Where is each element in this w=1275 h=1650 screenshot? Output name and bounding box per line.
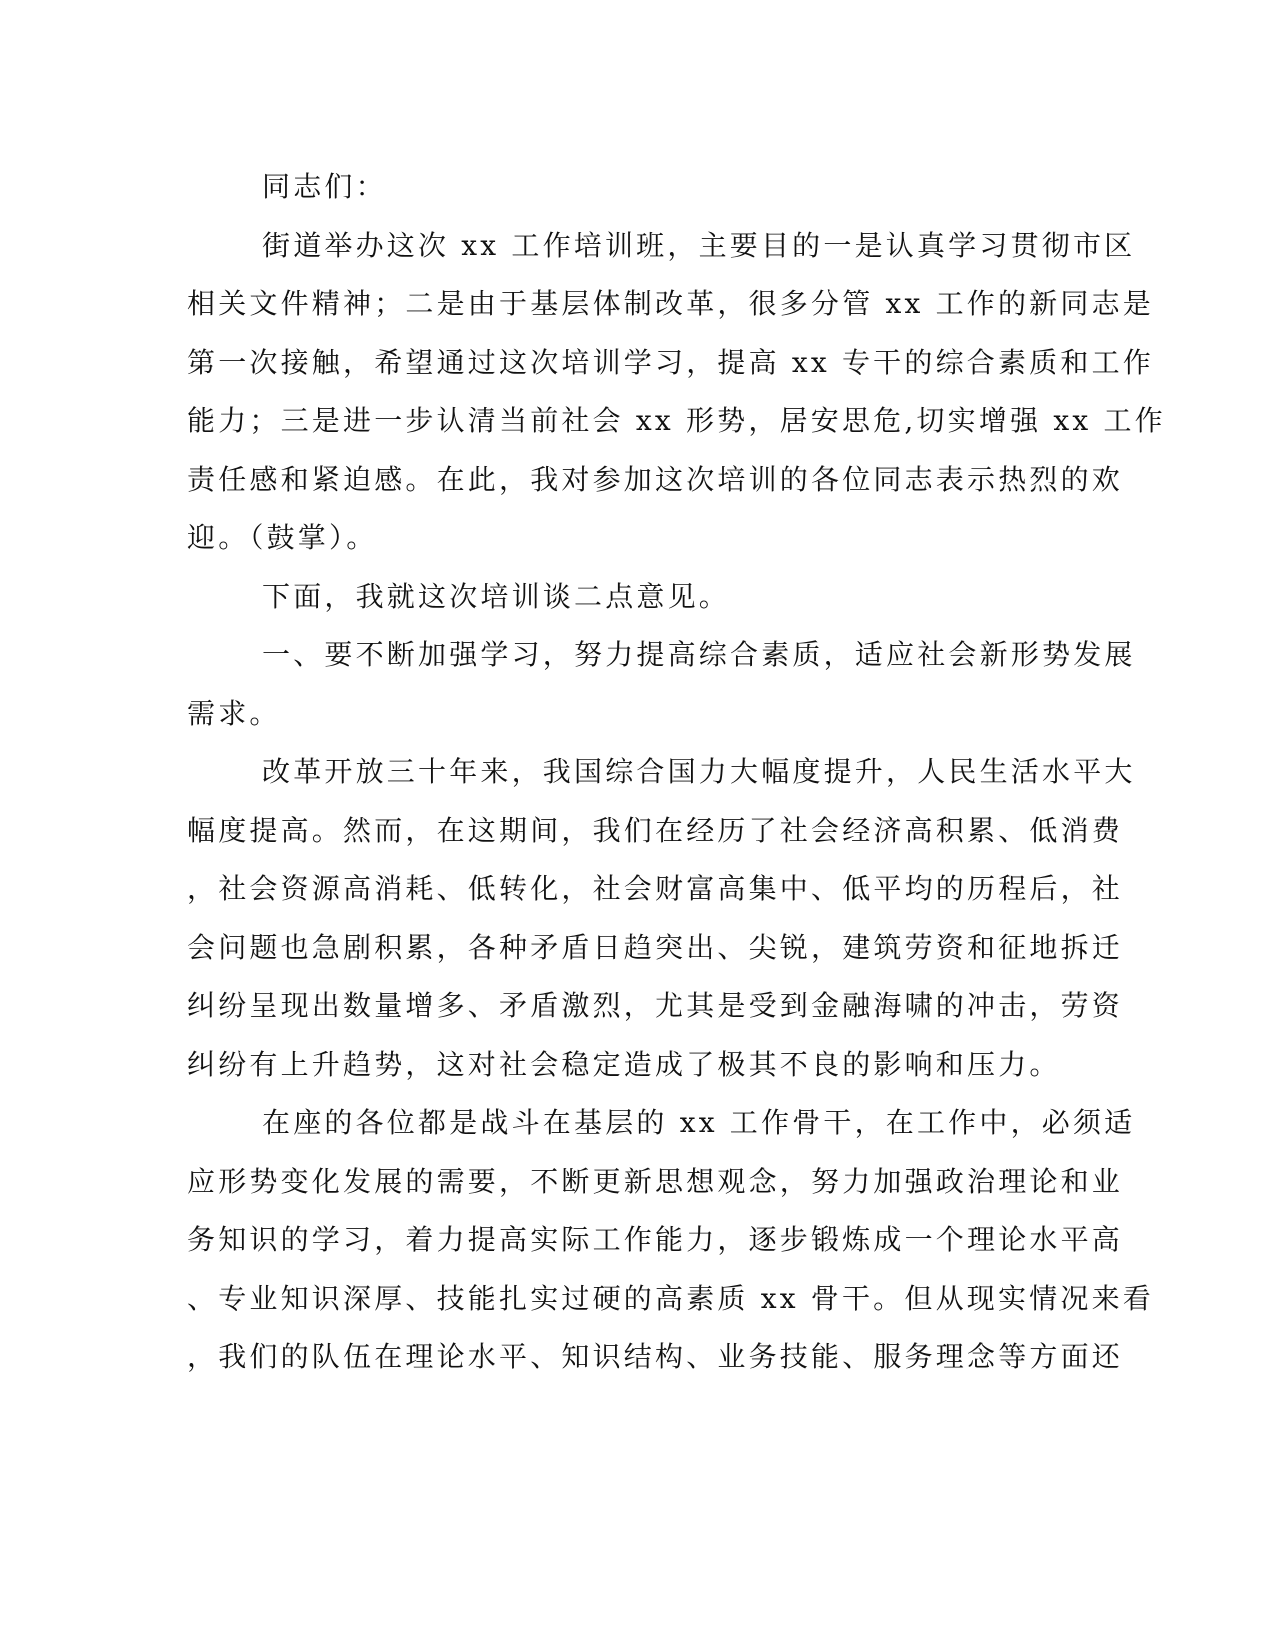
text-line: 需求。 [187,696,281,730]
text-line: 相关文件精神；二是由于基层体制改革，很多分管 xx 工作的新同志是 [187,287,1154,320]
text-line: 、专业知识深厚、技能扎实过硬的高素质 xx 骨干。但从现实情况来看 [187,1281,1154,1315]
text-line: 幅度提高。然而，在这期间，我们在经历了社会经济高积累、低消费 [187,813,1124,847]
text-line: 在座的各位都是战斗在基层的 xx 工作骨干，在工作中，必须适 [262,1106,1136,1139]
text-line: 第一次接触，希望通过这次培训学习，提高 xx 专干的综合素质和工作 [187,345,1154,379]
text-line: 迎。（鼓掌）。 [187,521,378,554]
paragraph-cadre-requirements [187,1094,1154,1387]
paragraph-transition [187,568,1067,627]
text-line: 会问题也急剧积累，各种矛盾日趋突出、尖锐，建筑劳资和征地拆迁 [187,930,1124,964]
paragraph-reform-context [187,743,1136,1094]
text-line: 责任感和紧迫感。在此，我对参加这次培训的各位同志表示热烈的欢 [187,462,1124,496]
paragraph-point-one-heading [187,626,1136,743]
text-line: ，我们的队伍在理论水平、知识结构、业务技能、服务理念等方面还 [187,1340,1124,1373]
text-line: 纠纷呈现出数量增多、矛盾激烈，尤其是受到金融海啸的冲击，劳资 [187,989,1124,1022]
paragraph-salutation [187,158,1067,217]
text-line: 街道举办这次 xx 工作培训班，主要目的一是认真学习贯彻市区 [262,228,1136,262]
text-line: 下面，我就这次培训谈二点意见。 [262,579,731,613]
text-line: 务知识的学习，着力提高实际工作能力，逐步锻炼成一个理论水平高 [187,1223,1124,1256]
text-line: 能力；三是进一步认清当前社会 xx 形势，居安思危,切实增强 xx 工作 [187,404,1166,437]
text-line: ，社会资源高消耗、低转化，社会财富高集中、低平均的历程后，社 [187,872,1124,905]
text-line: 一、要不断加强学习，努力提高综合素质，适应社会新形势发展 [262,638,1136,671]
paragraph-intro [187,217,1166,568]
text-line: 纠纷有上升趋势，这对社会稳定造成了极其不良的影响和压力。 [187,1047,1061,1081]
text-line: 同志们： [262,170,387,203]
document-body [187,158,1166,1387]
text-line: 应形势变化发展的需要，不断更新思想观念，努力加强政治理论和业 [187,1164,1124,1198]
text-line: 改革开放三十年来，我国综合国力大幅度提升，人民生活水平大 [262,755,1136,788]
